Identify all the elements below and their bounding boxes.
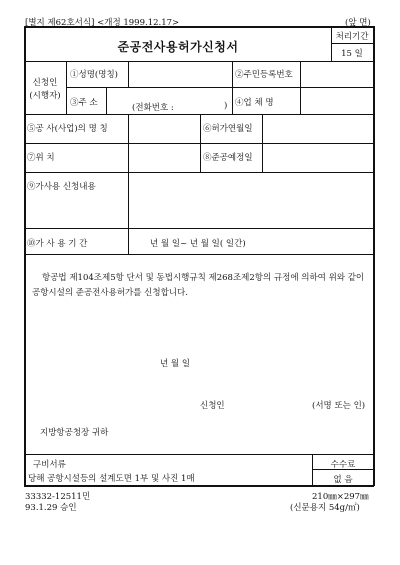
processing-mid-line [331, 43, 373, 44]
attachments-text: 당해 공항시설등의 설계도면 1부 및 사진 1매 [28, 474, 195, 484]
applicant-mid-line [66, 87, 374, 88]
phone-close: ) [224, 101, 228, 111]
location-label: ⑦위 치 [27, 153, 55, 163]
name-label-divider [128, 61, 129, 87]
form-title: 준공전사용허가신청서 [117, 40, 239, 54]
fee-value: 없 음 [333, 475, 353, 485]
period-bottom-line [24, 254, 374, 255]
address-label-divider [106, 87, 107, 114]
paper-size: 210㎜×297㎜ [312, 492, 369, 502]
title-bottom-line [24, 61, 374, 62]
applicant-signer-label: 신청인 [200, 401, 225, 411]
period-value: 년 월 일~ 년 월 일( 일간) [150, 239, 246, 249]
project-name-bottom-line [24, 143, 374, 144]
project-name-label: ⑤공 사(사업)의 명 칭 [27, 124, 108, 134]
temp-use-divider [128, 172, 129, 228]
paper-type: (신문용지 54g/㎡) [290, 503, 360, 513]
applicant-label: 신청인 [32, 78, 58, 88]
permit-date-label: ⑥허가연월일 [203, 124, 253, 134]
temp-use-label: ⑨가사용 신청내용 [27, 182, 96, 192]
processing-period-label: 처리기간 [335, 32, 369, 42]
completion-date-label: ⑧준공예정일 [203, 153, 253, 163]
period-divider [128, 228, 129, 254]
address-label: ③주 소 [70, 98, 98, 108]
statement-bottom-line [24, 454, 374, 455]
name-label: ①성명(명칭) [70, 70, 118, 80]
attachments-label: 구비서류 [33, 460, 66, 470]
frame-right [373, 26, 375, 486]
processing-period-value: 15 일 [341, 49, 363, 59]
frame-bottom [24, 485, 374, 487]
resident-number-label: ②주민등록번호 [235, 70, 293, 80]
location-bottom-line [24, 172, 374, 173]
business-name-label: ④업 체 명 [235, 98, 274, 108]
applicant-bottom-line [24, 114, 374, 115]
recipient-label: 지방항공청장 귀하 [40, 428, 109, 438]
approval-date: 93.1.29 승인 [25, 503, 77, 513]
fee-label: 수수료 [330, 460, 356, 470]
frame-top [24, 26, 374, 28]
signature-label: (서명 또는 인) [312, 401, 366, 411]
approval-number: 33332-12511민 [25, 492, 91, 502]
page-side-label: (앞 면) [345, 18, 371, 28]
temp-use-bottom-line [24, 228, 374, 229]
phone-label: (전화번호 : [132, 103, 174, 113]
application-statement: 항공법 제104조제5항 단서 및 동법시행규칙 제268조제2항의 규정에 의하여 위와 같이 공항시설의 준공전사용허가를 신청합니다. [32, 273, 365, 298]
date-line: 년 월 일 [160, 359, 191, 369]
form-number: [별지 제62호서식] <개정 1999.12.17> [25, 18, 180, 28]
applicant-sub-label: (시행자) [29, 91, 61, 101]
period-label: ⑩가 사 용 기 간 [27, 239, 88, 249]
